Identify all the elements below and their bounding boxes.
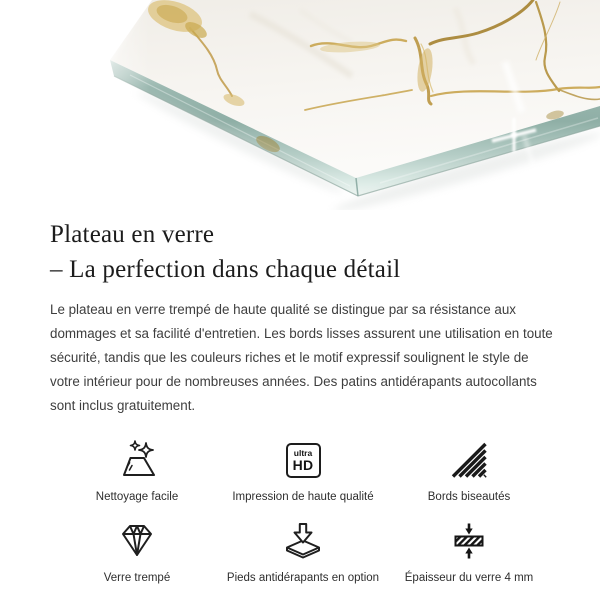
glass-thickness-icon	[449, 521, 489, 561]
page-title-line1: Plateau en verre	[50, 221, 215, 248]
feature-item	[54, 438, 220, 503]
feature-item	[54, 519, 220, 584]
ultra-hd-icon-text-bottom: HD	[292, 457, 314, 473]
diamond-icon	[117, 521, 157, 561]
sparkle-clean-icon	[117, 440, 157, 480]
feature-item	[386, 519, 552, 584]
feature-label: Bords biseautés	[427, 491, 511, 503]
feature-label: Épaisseur du verre 4 mm	[404, 572, 534, 584]
beveled-edge-icon	[449, 440, 489, 480]
feature-item	[220, 438, 386, 503]
content-section	[0, 217, 600, 584]
hero-image	[0, 0, 600, 210]
page-title	[50, 217, 556, 287]
ultra-hd-icon-text-top: ultra	[293, 448, 313, 458]
features-grid	[50, 438, 556, 584]
feature-label: Impression de haute qualité	[232, 491, 374, 503]
feature-item	[386, 438, 552, 503]
feature-label: Verre trempé	[103, 572, 171, 584]
feature-item	[220, 519, 386, 584]
feature-label: Pieds antidérapants en option	[226, 572, 380, 584]
product-description: Le plateau en verre trempé de haute qualité se distingue par sa résistance aux dommages et sa facilité d'entretien. Les bords lisses assurent une utilisation en toute sécurité, tandis que les couleurs riches et le motif expressif soulignent le style de votre intérieur pour de nombreuses années. Des patins antidérapants autocollants sont inclus gratuitement.	[50, 302, 553, 413]
page-title-line2: – La perfection dans chaque détail	[50, 256, 401, 283]
feature-label: Nettoyage facile	[95, 491, 179, 503]
ultra-hd-icon	[286, 443, 321, 478]
anti-slip-pads-icon	[283, 521, 323, 561]
